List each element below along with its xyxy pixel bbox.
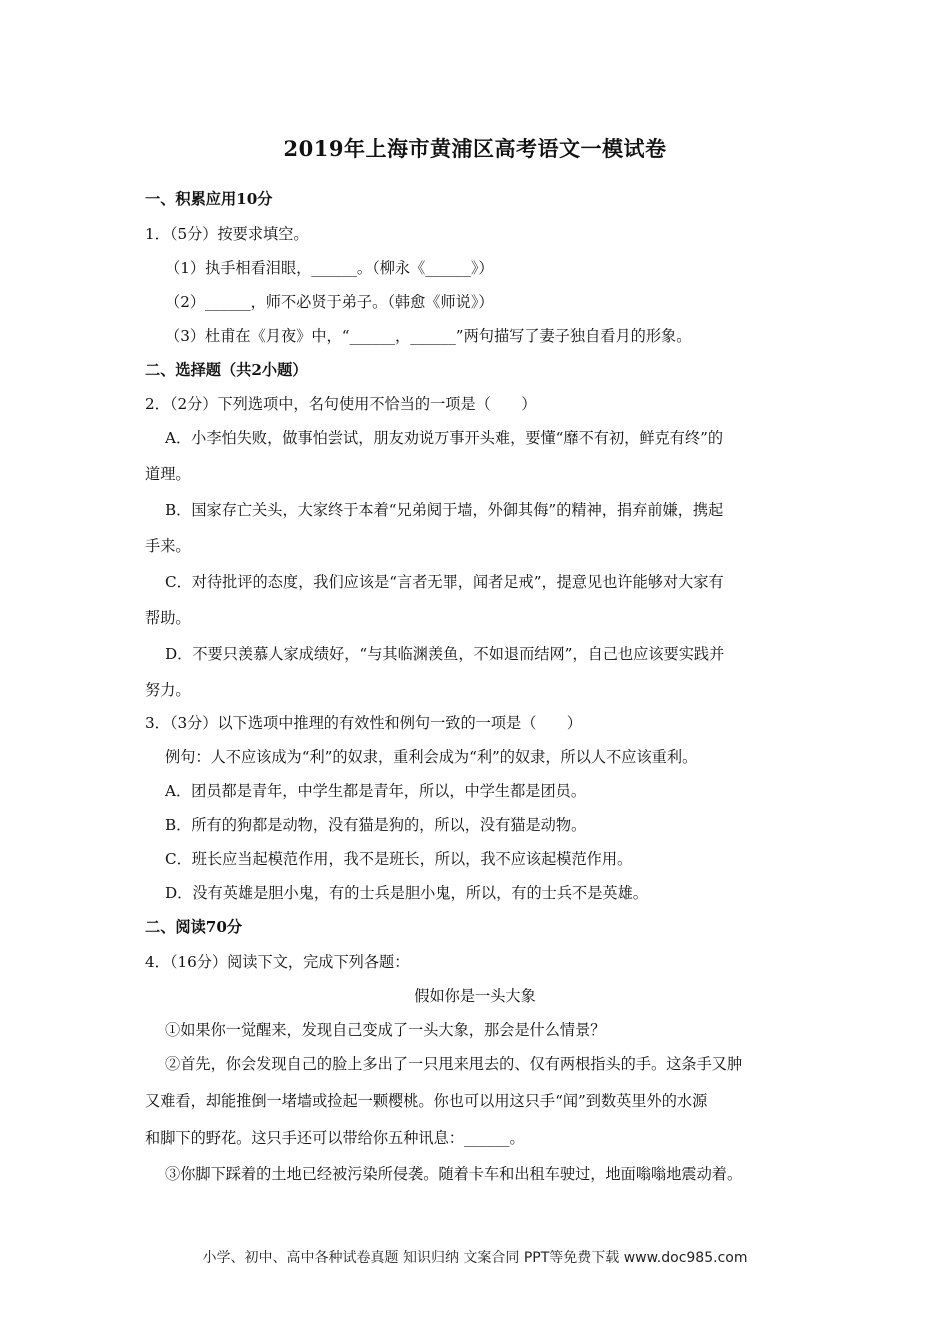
section-heading: 二、阅读70分 (145, 918, 243, 936)
option-c-cont: 帮助。 (145, 609, 191, 627)
option-d: D．不要只羡慕人家成绩好，“与其临渊羡鱼，不如退而结网”，自己也应该要实践并 (165, 645, 725, 663)
blank-2: （2）______，师不必贤于弟子。（韩愈《师说》） (165, 293, 494, 311)
option-b-cont: 手来。 (145, 537, 191, 555)
option-b: B．国家存亡关头，大家终于本着“兄弟阋于墙，外御其侮”的精神，捐弃前嫌，携起 (165, 501, 724, 519)
blank-3: （3）杜甫在《月夜》中，“______，______”两句描写了妻子独自看月的形象。 (165, 327, 692, 345)
option-d-cont: 努力。 (145, 681, 191, 699)
page-footer: 小学、初中、高中各种试卷真题 知识归纳 文案合同 PPT等免费下载 www.doc985.com (202, 1250, 748, 1266)
passage-paragraph: ①如果你一觉醒来，发现自己变成了一头大象，那会是什么情景？ (165, 1021, 606, 1039)
passage-paragraph: ②首先，你会发现自己的脸上多出了一只甩来甩去的、仅有两根指头的手。这条手又肿 (165, 1055, 743, 1073)
section-heading: 一、积累应用10分 (145, 190, 273, 208)
passage-paragraph: ③你脚下踩着的土地已经被污染所侵袭。随着卡车和出租车驶过，地面嗡嗡地震动着。 (165, 1165, 743, 1183)
option-c: C．班长应当起模范作用，我不是班长，所以，我不应该起模范作用。 (165, 850, 633, 868)
option-d: D．没有英雄是胆小鬼，有的士兵是胆小鬼，所以，有的士兵不是英雄。 (165, 884, 648, 902)
page-title: 2019年上海市黄浦区高考语文一模试卷 (283, 136, 667, 161)
blank-1: （1）执手相看泪眼，______。（柳永《______》） (165, 259, 494, 277)
question-3: 3．（3分）以下选项中推理的有效性和例句一致的一项是（ ） (145, 714, 582, 732)
option-c: C．对待批评的态度，我们应该是“言者无罪，闻者足戒”，提意见也许能够对大家有 (165, 573, 724, 591)
question-4: 4．（16分）阅读下文，完成下列各题： (145, 953, 410, 971)
section-heading: 二、选择题（共2小题） (145, 361, 308, 379)
option-a-cont: 道理。 (145, 465, 191, 483)
passage-paragraph-cont: 又难看，却能推倒一堵墙或捡起一颗樱桃。你也可以用这只手“闻”到数英里外的水源 (145, 1092, 708, 1110)
option-a: A．团员都是青年，中学生都是青年，所以，中学生都是团员。 (165, 782, 587, 800)
option-b: B．所有的狗都是动物，没有猫是狗的，所以，没有猫是动物。 (165, 816, 587, 834)
question-2: 2．（2分）下列选项中，名句使用不恰当的一项是（ ） (145, 395, 537, 413)
example-sentence: 例句：人不应该成为“利”的奴隶，重利会成为“利”的奴隶，所以人不应该重利。 (165, 748, 698, 766)
question-1: 1．（5分）按要求填空。 (145, 225, 309, 243)
passage-paragraph-cont: 和脚下的野花。这只手还可以带给你五种讯息：______。 (145, 1129, 525, 1147)
option-a: A．小李怕失败，做事怕尝试，朋友劝说万事开头难，要懂“靡不有初，鲜克有终”的 (165, 429, 724, 447)
passage-title: 假如你是一头大象 (414, 987, 536, 1005)
